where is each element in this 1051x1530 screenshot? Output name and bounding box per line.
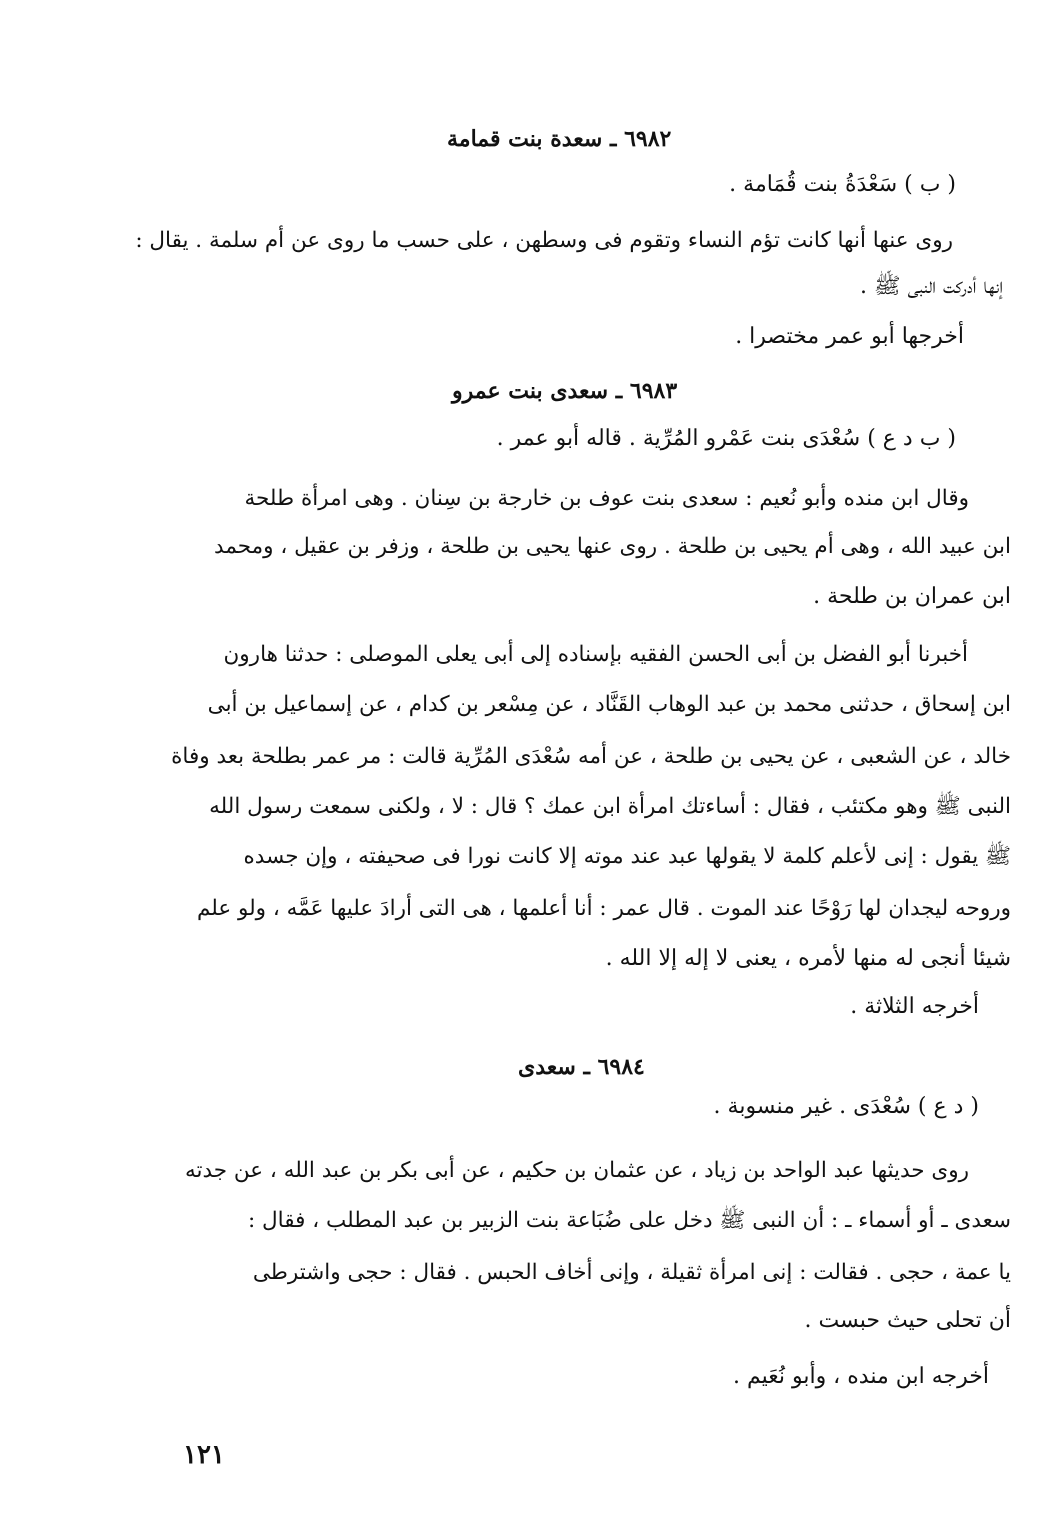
entry-line: روى عنها أنها كانت تؤم النساء وتقوم فى وسطهن ، على حسب ما روى عن أم سلمة . يقال : [135, 228, 953, 253]
entry-line: ابن عمران بن طلحة . [813, 584, 1011, 609]
entry-line: وقال ابن منده وأبو نُعيم : سعدى بنت عوف بن خارجة بن سِنان . وهى امرأة طلحة [244, 486, 969, 511]
entry-line: أن تحلى حيث حبست . [804, 1308, 1011, 1333]
entry-line: يا عمة ، حجى . فقالت : إنى امرأة ثقيلة ، وإنى أخاف الحبس . فقال : حجى واشترطى [252, 1260, 1011, 1285]
entry-line: أخبرنا أبو الفضل بن أبى الحسن الفقيه بإسناده إلى أبى يعلى الموصلى : حدثنا هارون [223, 642, 968, 667]
entry-line: سعدى ـ أو أسماء ـ : أن النبى ﷺ دخل على ضُبَاعة بنت الزبير بن عبد المطلب ، فقال : [247, 1208, 1011, 1233]
entry-line: ( ب د ع ) سُعْدَى بنت عَمْرو المُرِّية . قاله أبو عمر . [496, 426, 956, 451]
entry-line: ابن عبيد الله ، وهى أم يحيى بن طلحة . روى عنها يحيى بن طلحة ، وزفر بن عقيل ، ومحمد [214, 534, 1011, 559]
entry-line: ﷺ يقول : إنى لأعلم كلمة لا يقولها عبد عند موته إلا كانت نورا فى صحيفته ، وإن جسده [243, 844, 1011, 869]
entry-line: أخرجه ابن منده ، وأبو نُعَيم . [732, 1364, 989, 1389]
entry-heading: ٦٩٨٣ ـ سعدى بنت عمرو [452, 378, 678, 404]
page-number: ١٢١ [183, 1440, 225, 1470]
entry-heading: ٦٩٨٢ ـ سعدة بنت قمامة [447, 126, 672, 152]
entry-line: أخرجها أبو عمر مختصرا . [735, 324, 964, 349]
entry-line: النبى ﷺ وهو مكتئب ، فقال : أساءتك امرأة ابن عمك ؟ قال : لا ، ولكنى سمعت رسول الله [209, 794, 1011, 819]
entry-line: إنها أدركت النبى ﷺ . [860, 274, 1003, 299]
entry-line: خالد ، عن الشعبى ، عن يحيى بن طلحة ، عن أمه سُعْدَى المُرِّية قالت : مر عمر بطلحة بعد وفاة [171, 744, 1011, 769]
entry-line: وروحه ليجدان لها رَوْحًا عند الموت . قال عمر : أنا أعلمها ، هى التى أرادَ عليها عَمَّه ، ولو علم [196, 896, 1011, 921]
entry-line: ابن إسحاق ، حدثنى محمد بن عبد الوهاب القَنَّاد ، عن مِسْعر بن كدام ، عن إسماعيل بن أبى [207, 692, 1011, 717]
entry-heading: ٦٩٨٤ ـ سعدى [518, 1054, 645, 1080]
entry-line: ( ب ) سَعْدَةُ بنت قُمَامة . [729, 172, 956, 197]
entry-line: شيئا أنجى له منها لأمره ، يعنى لا إله إلا الله . [605, 946, 1011, 971]
entry-line: ( د ع ) سُعْدَى . غير منسوبة . [713, 1094, 979, 1119]
entry-line: أخرجه الثلاثة . [850, 994, 979, 1019]
entry-line: روى حديثها عبد الواحد بن زياد ، عن عثمان بن حكيم ، عن أبى بكر بن عبد الله ، عن جدته [184, 1158, 969, 1183]
